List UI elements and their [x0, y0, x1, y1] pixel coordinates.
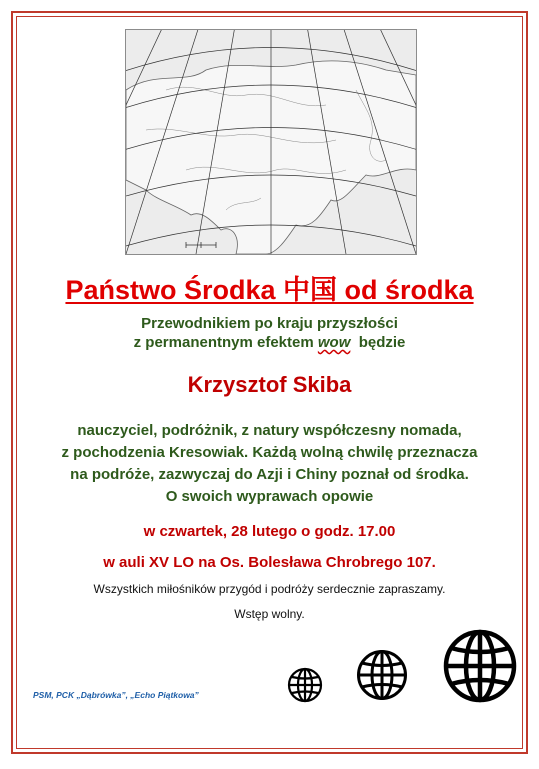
bio-line: na podróże, zazwyczaj do Azji i Chiny poznał od środka. — [70, 466, 469, 483]
free-entry-text: Wstęp wolny. — [234, 607, 305, 621]
speaker-name: Krzysztof Skiba — [187, 372, 352, 397]
intro-line-2-end: będzie — [350, 334, 406, 351]
globe-icon — [356, 649, 408, 701]
event-title: Państwo Środka 中国 od środka — [65, 275, 474, 305]
organizers-credits: PSM, PCK „Dąbrówka”, „Echo Piątkowa” — [33, 690, 199, 700]
bio-line: z pochodzenia Kresowiak. Każdą wolną chwilę przeznacza — [61, 444, 478, 461]
intro-line-1: Przewodnikiem po kraju przyszłości — [141, 315, 398, 332]
bio-line: nauczyciel, podróżnik, z natury współczesny nomada, — [77, 422, 462, 439]
event-date: w czwartek, 28 lutego o godz. 17.00 — [143, 523, 396, 540]
intro-line-2-start: z permanentnym efektem — [133, 334, 318, 351]
speaker-bio — [30, 420, 509, 508]
bio-line: O swoich wyprawach opowie — [165, 488, 374, 505]
asia-outline-map — [125, 29, 417, 255]
intro-line-2 — [0, 334, 539, 351]
globe-icon — [287, 667, 323, 703]
invitation-text: Wszystkich miłośników przygód i podróży serdecznie zapraszamy. — [93, 582, 446, 596]
globe-icon — [443, 629, 517, 703]
wow-word: wow — [317, 334, 351, 351]
event-venue: w auli XV LO na Os. Bolesława Chrobrego 107. — [103, 554, 436, 571]
